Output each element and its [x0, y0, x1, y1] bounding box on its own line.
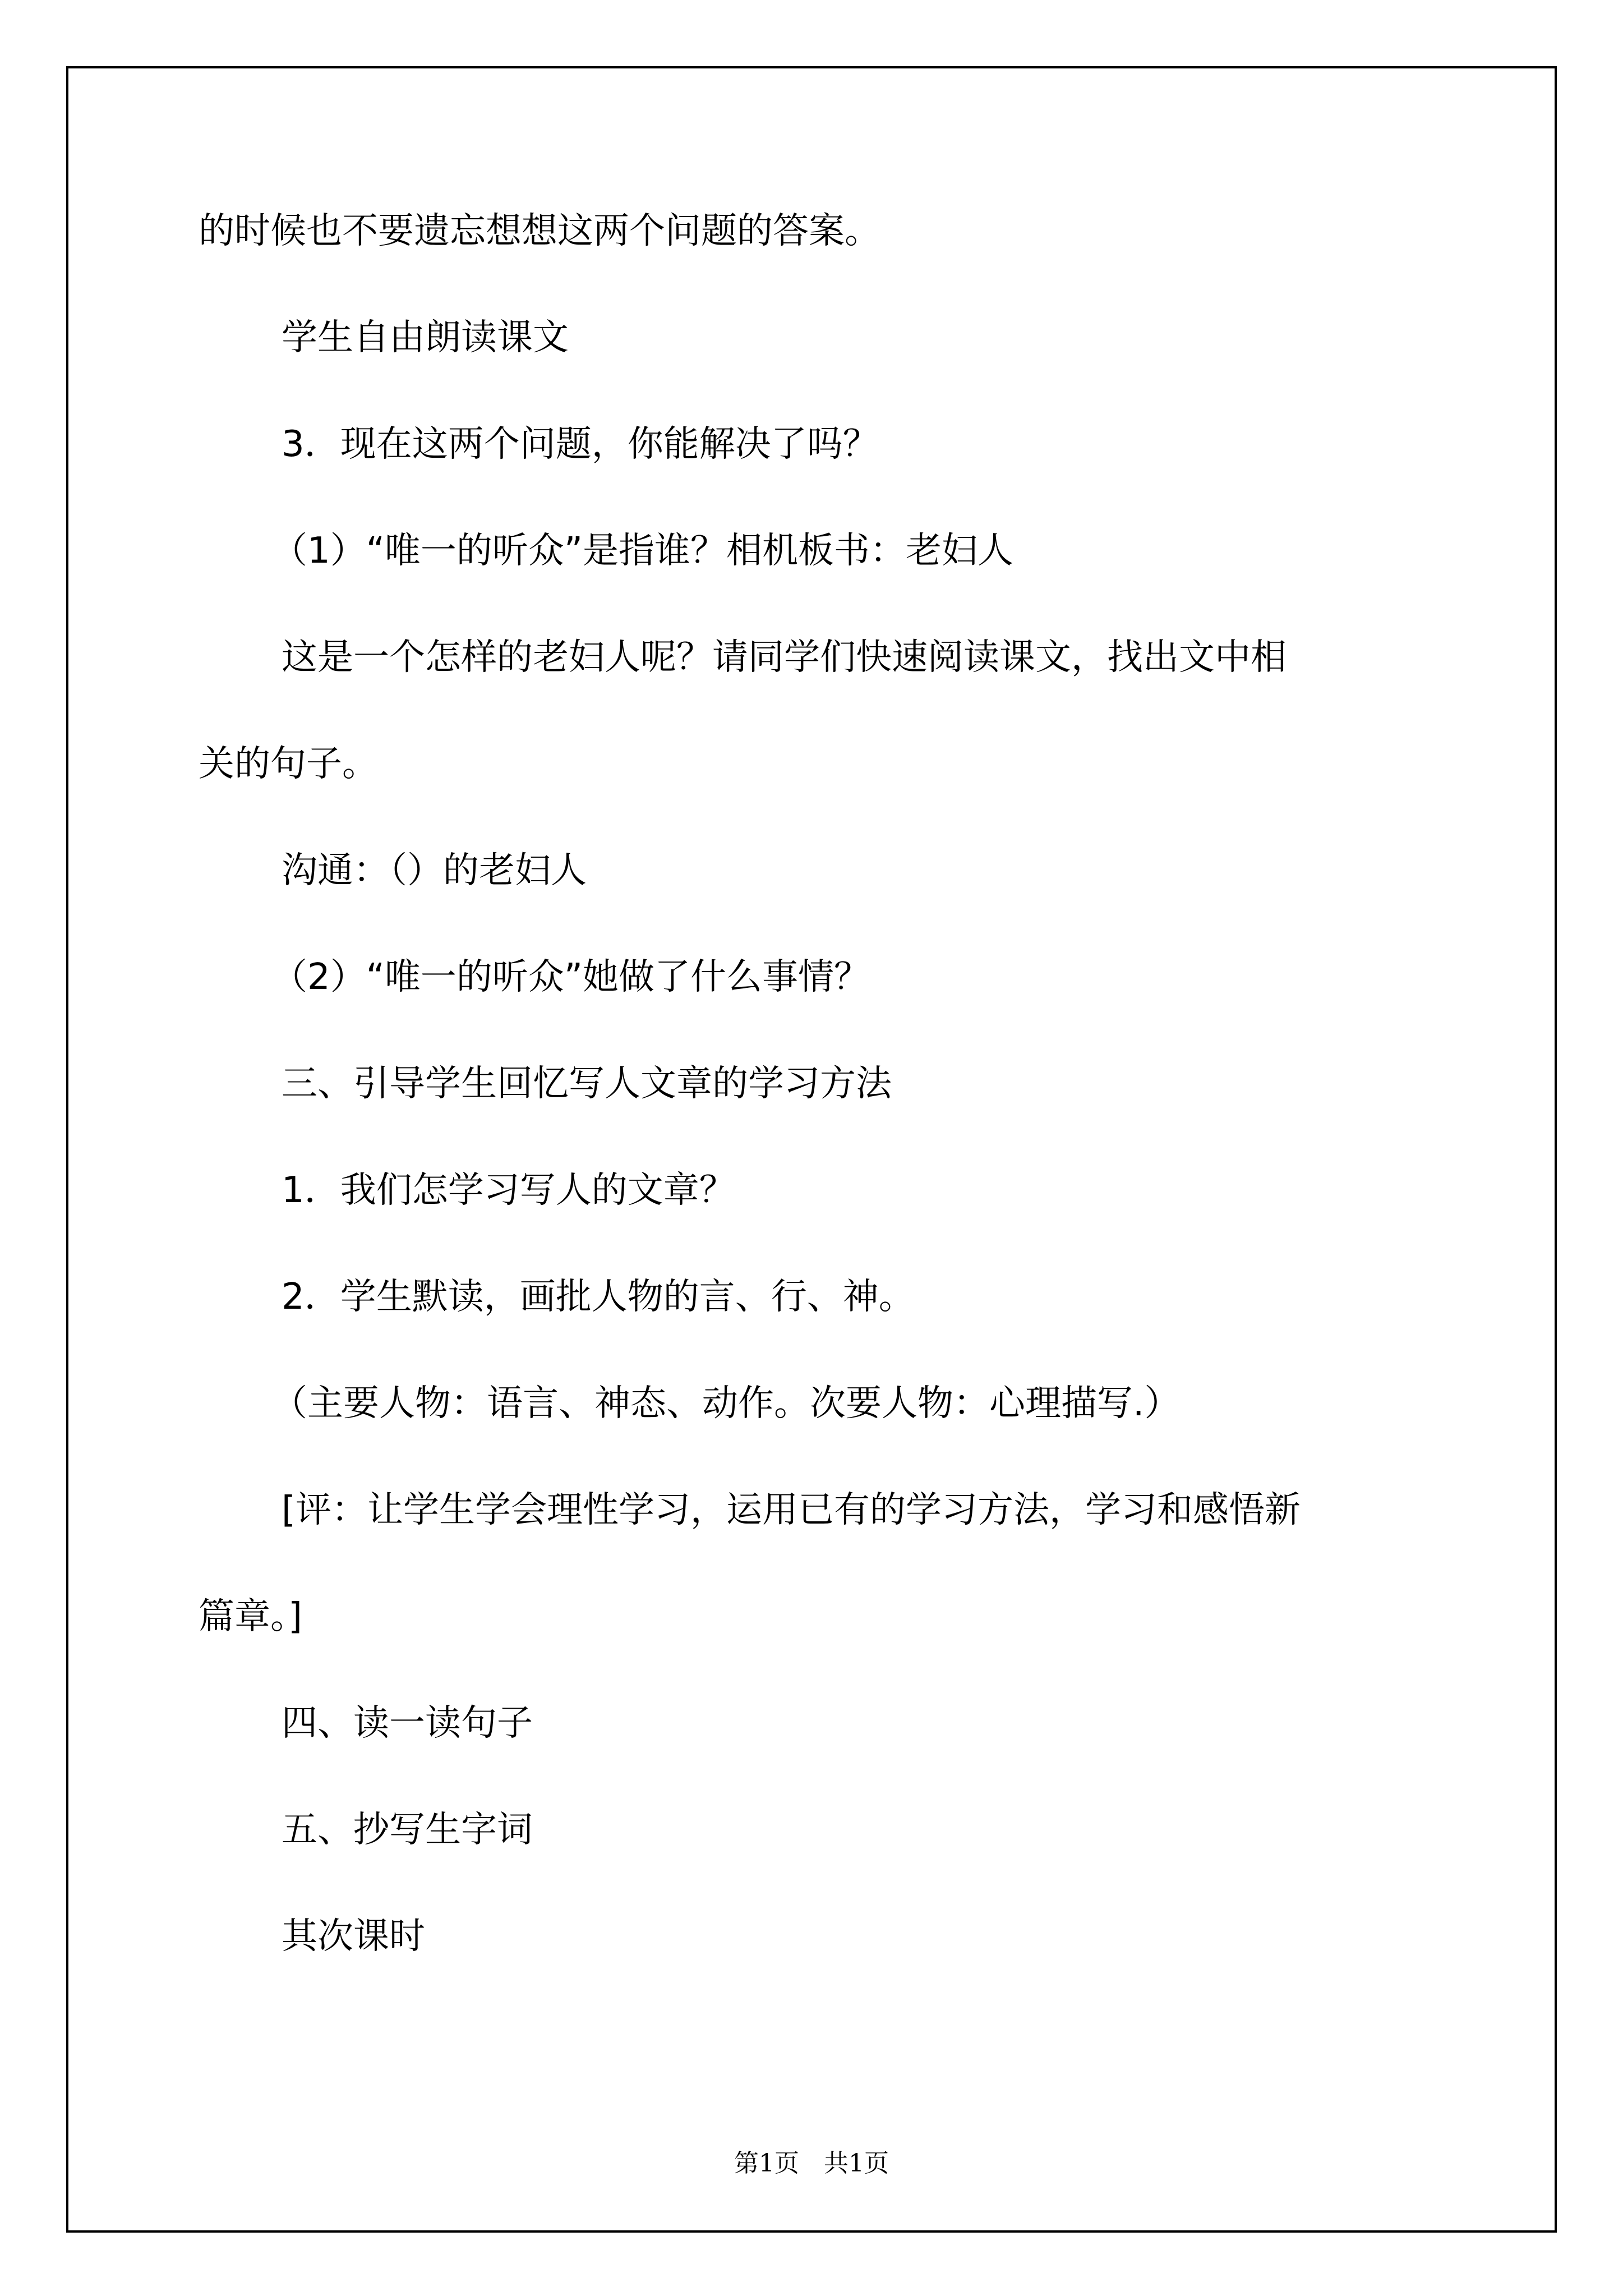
paragraph-line: [评：让学生学会理性学习，运用已有的学习方法，学习和感悟新: [282, 1489, 1301, 1531]
paragraph-line: 3．现在这两个问题，你能解决了吗？: [282, 424, 879, 465]
paragraph-line: 2．学生默读，画批人物的言、行、神。: [282, 1276, 915, 1318]
paragraph-line: 这是一个怎样的老妇人呢？请同学们快速阅读课文，找出文中相: [282, 637, 1287, 678]
paragraph-line: 关的句子。: [199, 743, 378, 785]
paragraph-line: 1．我们怎学习写人的文章？: [282, 1170, 735, 1211]
paragraph-line: （1）“唯一的听众”是指谁？相机板书：老妇人: [271, 530, 1014, 572]
paragraph-line: 篇章。]: [199, 1596, 302, 1637]
section-heading: 四、读一读句子: [282, 1703, 533, 1744]
paragraph-line: （2）“唯一的听众”她做了什么事情？: [271, 956, 870, 998]
paragraph-line: 沟通：（）的老妇人: [282, 850, 587, 891]
section-heading: 三、引导学生回忆写人文章的学习方法: [282, 1063, 892, 1105]
paragraph-line: 学生自由朗读课文: [282, 317, 569, 358]
page-number: 第1页 共1页: [734, 2149, 889, 2178]
page-border: [66, 66, 1557, 2233]
section-heading: 其次课时: [282, 1916, 425, 1957]
paragraph-line: （主要人物：语言、神态、动作。次要人物：心理描写.）: [271, 1383, 1181, 1424]
paragraph-line: 的时候也不要遗忘想想这两个问题的答案。: [199, 210, 880, 252]
section-heading: 五、抄写生字词: [282, 1809, 533, 1851]
